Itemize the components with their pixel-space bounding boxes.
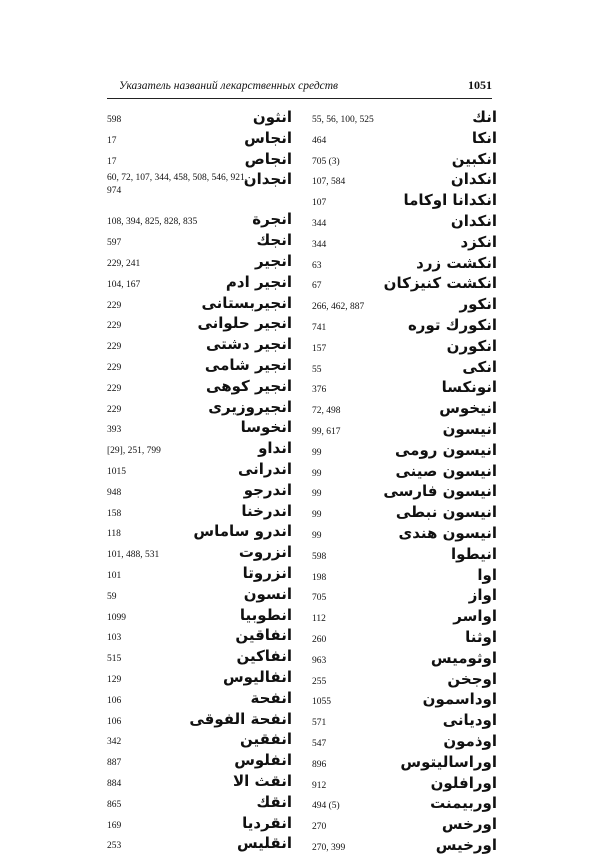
entry-page-refs: 253	[107, 841, 122, 852]
entry-term: انيسون	[442, 419, 497, 438]
entry-term: انجير ادم	[225, 272, 292, 291]
entry-page-refs: 17	[107, 156, 117, 167]
entry-term: اوراساليتوس	[400, 752, 497, 771]
running-title: Указатель названий лекарственных средств	[119, 80, 339, 92]
entry-term: اندرانى	[237, 459, 292, 478]
index-entry	[107, 668, 292, 689]
index-entry	[107, 647, 292, 668]
entry-page-refs: 705 (3)	[312, 156, 340, 167]
entry-term: انجيربستانى	[201, 293, 292, 312]
entry-term: انسون	[243, 584, 292, 603]
entry-term: انكبين	[451, 149, 497, 168]
entry-page-refs: 158	[107, 508, 122, 519]
entry-page-refs: 598	[107, 115, 122, 125]
entry-page-refs: 571	[312, 718, 327, 729]
entry-page-refs: 118	[107, 529, 121, 540]
entry-page-refs: 344	[312, 239, 327, 250]
index-entry	[312, 420, 497, 441]
entry-term: انجير دشتى	[205, 335, 292, 354]
entry-term: انفحة	[250, 688, 292, 707]
entry-term: انجدان	[243, 170, 292, 189]
entry-term: انكور	[459, 295, 497, 314]
index-entry	[312, 774, 497, 795]
index-entry	[107, 356, 292, 377]
index-entry	[107, 439, 292, 460]
entry-term: انقك	[256, 792, 292, 811]
entry-page-refs: 393	[107, 425, 122, 436]
index-entry	[312, 233, 497, 254]
index-entry	[312, 545, 497, 566]
entry-term: اوا	[477, 565, 497, 584]
index-entry	[107, 814, 292, 835]
entry-term: انجك	[256, 231, 292, 250]
entry-term: انكشت كنيزكان	[383, 274, 497, 293]
entry-page-refs: 260	[312, 634, 327, 645]
entry-term: انيسون فارسى	[383, 482, 497, 501]
index-entry	[107, 481, 292, 502]
entry-page-refs: 515	[107, 654, 122, 665]
entry-page-refs: 107	[312, 198, 327, 209]
entry-page-refs: [29], 251, 799	[107, 446, 161, 457]
index-entry	[107, 231, 292, 252]
index-entry	[312, 649, 497, 670]
entry-page-refs: 270, 399	[312, 842, 346, 853]
entry-term: انفاليوس	[222, 667, 292, 686]
entry-page-refs: 101, 488, 531	[107, 550, 160, 561]
entry-term: اورخس	[441, 815, 497, 834]
entry-page-refs: 229	[107, 383, 122, 394]
entry-page-refs: 887	[107, 758, 122, 769]
entry-page-refs: 112	[312, 614, 326, 625]
index-entry	[107, 398, 292, 419]
entry-term: انخوسا	[240, 418, 292, 437]
index-entry	[312, 295, 497, 316]
entry-term: انجير	[254, 251, 292, 270]
index-entry	[107, 252, 292, 273]
entry-page-refs: 157	[312, 343, 327, 354]
entry-page-refs: 129	[107, 674, 122, 685]
entry-term: انكشت زرد	[416, 253, 497, 272]
index-entry	[107, 418, 292, 439]
entry-term: انونكسا	[441, 378, 497, 397]
index-entry	[107, 108, 292, 129]
entry-page-refs: 99	[312, 510, 322, 521]
entry-term: انجرة	[252, 210, 292, 229]
entry-page-refs: 198	[312, 572, 327, 583]
entry-page-refs: 741	[312, 322, 327, 333]
index-entry	[107, 294, 292, 315]
entry-page-refs: 99	[312, 489, 322, 500]
index-entry	[312, 316, 497, 337]
entry-page-refs: 99	[312, 447, 322, 458]
entry-term: انجير كوهى	[206, 376, 292, 395]
index-entry	[107, 210, 292, 231]
entry-term: انكدان	[450, 170, 497, 189]
entry-page-refs: 896	[312, 759, 327, 770]
index-entry	[312, 170, 497, 191]
entry-page-refs: 72, 498	[312, 406, 341, 417]
entry-term: انيسون هندى	[398, 523, 497, 542]
entry-term: اندرخنا	[241, 501, 292, 520]
entry-page-refs: 597	[107, 238, 122, 249]
entry-page-refs: 342	[107, 737, 122, 748]
index-entry	[107, 273, 292, 294]
entry-term: انثون	[252, 108, 292, 126]
entry-page-refs: 494 (5)	[312, 801, 340, 812]
entry-page-refs: 266, 462, 887	[312, 302, 365, 313]
entry-page-refs: 229	[107, 300, 122, 311]
entry-term: انداو	[258, 439, 292, 458]
entry-page-refs: 55	[312, 364, 322, 375]
entry-page-refs: 547	[312, 738, 327, 749]
index-entry	[107, 710, 292, 731]
entry-page-refs: 344	[312, 218, 327, 229]
entry-term: اوربيمنت	[430, 794, 497, 813]
entry-page-refs: 912	[312, 780, 327, 791]
index-entry	[312, 337, 497, 358]
entry-page-refs: 99	[312, 530, 322, 541]
index-entry	[312, 732, 497, 753]
entry-page-refs: 60, 72, 107, 344, 458, 508, 546, 921, 974	[107, 173, 248, 197]
entry-term: انقث الا	[233, 771, 292, 790]
entry-term: انيطوا	[450, 544, 497, 563]
entry-term: اواسر	[453, 607, 497, 626]
index-entry	[312, 794, 497, 815]
entry-page-refs: 1099	[107, 612, 126, 623]
index-entry	[312, 462, 497, 483]
entry-page-refs: 99, 617	[312, 426, 341, 437]
index-entry	[107, 564, 292, 585]
entry-term: انيسون نبطى	[395, 503, 497, 522]
index-entry	[107, 751, 292, 772]
entry-term: اوديانى	[442, 711, 497, 730]
entry-page-refs: 108, 394, 825, 828, 835	[107, 217, 198, 228]
entry-term: انفحة الفوقى	[189, 709, 292, 728]
index-entry	[107, 834, 292, 855]
entry-term: اوثوميس	[430, 648, 497, 667]
index-entry	[107, 460, 292, 481]
index-entry	[107, 522, 292, 543]
entry-page-refs: 106	[107, 695, 122, 706]
index-entry	[312, 690, 497, 711]
entry-term: انكى	[462, 357, 497, 376]
entry-page-refs: 229	[107, 404, 122, 415]
entry-term: انطوبيا	[239, 605, 292, 624]
entry-page-refs: 169	[107, 820, 122, 831]
entry-term: انقرديا	[242, 813, 292, 832]
index-entry	[312, 670, 497, 691]
entry-page-refs: 376	[312, 385, 327, 396]
entry-term: انكورن	[446, 336, 497, 355]
index-entry	[107, 314, 292, 335]
index-entry	[312, 503, 497, 524]
entry-term: انجاص	[244, 149, 292, 168]
index-entry	[312, 191, 497, 212]
entry-term: انزروت	[238, 543, 292, 562]
index-entry	[312, 378, 497, 399]
entry-page-refs: 884	[107, 778, 122, 789]
entry-term: انجاس	[244, 128, 292, 147]
entry-page-refs: 705	[312, 593, 327, 604]
index-entry	[312, 212, 497, 233]
index-entry	[312, 108, 497, 129]
entry-term: انجير شامى	[204, 355, 292, 374]
index-entry	[312, 586, 497, 607]
index-entry	[312, 753, 497, 774]
index-entry	[312, 358, 497, 379]
entry-term: اورخيس	[435, 835, 497, 854]
index-entry	[312, 711, 497, 732]
header-rule	[107, 98, 492, 99]
entry-term: انزروتا	[242, 563, 292, 582]
index-entry	[312, 815, 497, 836]
entry-term: انكورك توره	[407, 315, 497, 334]
index-entry	[312, 399, 497, 420]
entry-page-refs: 99	[312, 468, 322, 479]
entry-term: اندرو ساماس	[193, 522, 292, 541]
index-entry	[107, 626, 292, 647]
entry-term: اواز	[468, 586, 497, 605]
index-entry	[107, 730, 292, 751]
entry-page-refs: 59	[107, 591, 117, 602]
index-entry	[312, 129, 497, 150]
entry-page-refs: 270	[312, 822, 327, 833]
index-entry	[312, 524, 497, 545]
index-entry	[107, 150, 292, 171]
entry-term: انكدانا اوكاما	[403, 191, 497, 210]
entry-page-refs: 948	[107, 487, 122, 498]
entry-page-refs: 229	[107, 362, 122, 373]
index-entry	[312, 628, 497, 649]
index-entry	[312, 836, 497, 857]
entry-term: انفقين	[240, 730, 292, 749]
entry-page-refs: 963	[312, 655, 327, 666]
entry-term: اورافلون	[430, 773, 497, 792]
entry-page-refs: 67	[312, 281, 322, 292]
entry-page-refs: 101	[107, 570, 122, 581]
index-entry	[107, 377, 292, 398]
index-entry	[107, 772, 292, 793]
entry-page-refs: 865	[107, 799, 122, 810]
index-entry	[107, 689, 292, 710]
entry-term: انفلوس	[234, 751, 292, 770]
entry-page-refs: 229	[107, 321, 122, 332]
index-entry	[312, 274, 497, 295]
index-entry	[312, 150, 497, 171]
index-entry	[107, 606, 292, 627]
entry-term: انك	[472, 108, 497, 126]
entry-term: اندرجو	[243, 480, 292, 499]
entry-term: انكا	[471, 128, 497, 147]
entry-page-refs: 229	[107, 342, 122, 353]
entry-page-refs: 1015	[107, 466, 126, 477]
index-entry	[107, 793, 292, 814]
index-column-left	[107, 108, 292, 855]
entry-term: انكدان	[450, 211, 497, 230]
index-entry	[312, 482, 497, 503]
entry-term: انيسون رومى	[394, 440, 497, 459]
index-entry	[312, 607, 497, 628]
index-column-right	[312, 108, 497, 857]
entry-page-refs: 103	[107, 633, 122, 644]
entry-page-refs: 229, 241	[107, 258, 141, 269]
entry-page-refs: 63	[312, 260, 322, 271]
running-header	[107, 78, 492, 96]
entry-term: انقليس	[236, 834, 292, 853]
index-entry	[312, 254, 497, 275]
entry-term: انيخوس	[439, 399, 497, 418]
index-entry	[107, 335, 292, 356]
entry-page-refs: 106	[107, 716, 122, 727]
page-number: 1051	[468, 78, 492, 92]
entry-page-refs: 17	[107, 135, 117, 146]
entry-page-refs: 104, 167	[107, 279, 141, 290]
entry-term: انيسون صينى	[395, 461, 497, 480]
index-entry	[107, 129, 292, 150]
index-entry	[107, 502, 292, 523]
entry-page-refs: 464	[312, 135, 327, 146]
entry-term: انكزد	[460, 232, 497, 251]
index-entry	[107, 585, 292, 606]
entry-term: اوذمون	[443, 731, 497, 750]
entry-term: اوثنا	[465, 627, 497, 646]
entry-term: انفاقين	[235, 626, 292, 645]
entry-page-refs: 1055	[312, 697, 331, 708]
entry-page-refs: 55, 56, 100, 525	[312, 115, 374, 125]
entry-term: انجيروزيرى	[208, 397, 292, 416]
entry-page-refs: 598	[312, 551, 327, 562]
index-entry	[107, 170, 292, 210]
index-entry	[312, 566, 497, 587]
entry-term: انفاكين	[236, 647, 292, 666]
entry-page-refs: 255	[312, 676, 327, 687]
index-entry	[312, 441, 497, 462]
entry-term: اوجخن	[447, 669, 497, 688]
entry-page-refs: 107, 584	[312, 177, 346, 188]
entry-term: انجير حلوانى	[197, 314, 292, 333]
index-entry	[107, 543, 292, 564]
entry-term: اوداسمون	[422, 690, 497, 709]
